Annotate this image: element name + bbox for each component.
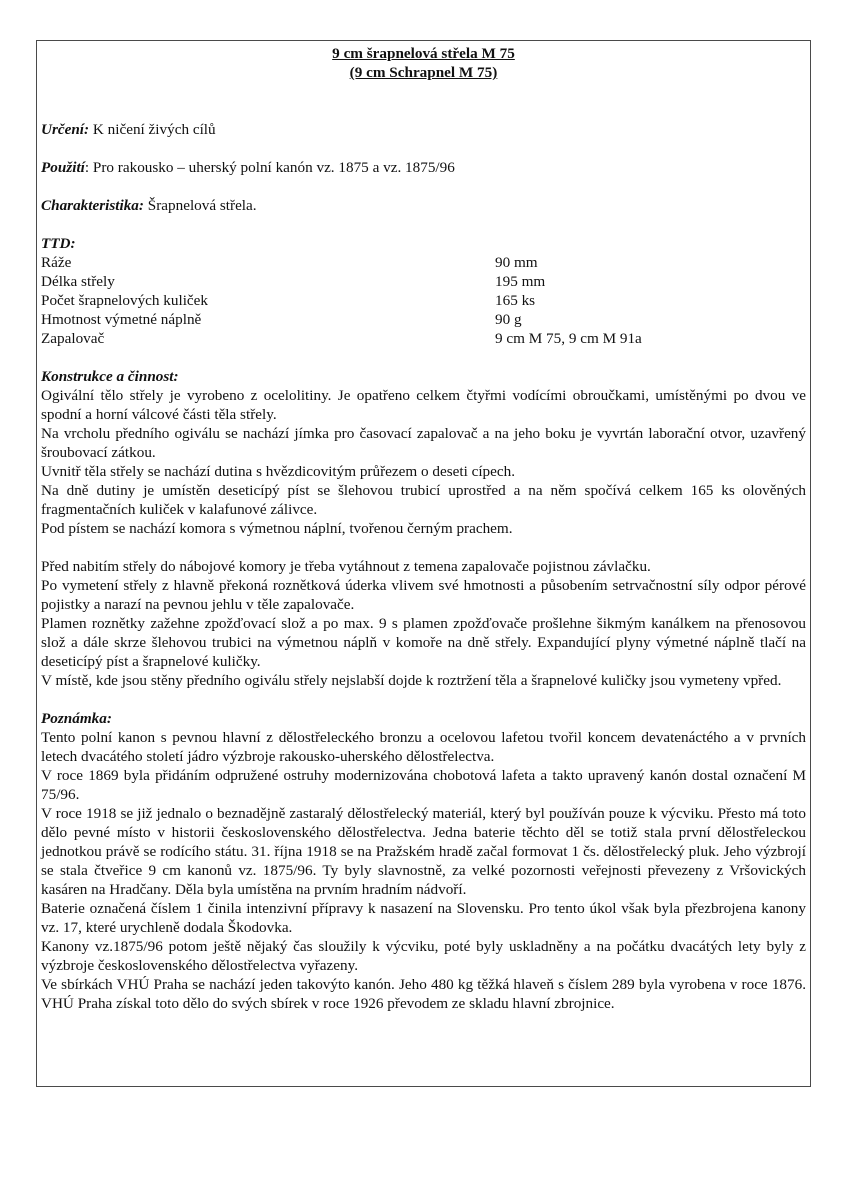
paragraph: Plamen roznětky zažehne zpožďovací slož a po max. 9 s plamen zpožďovače prošlehne šikmým kanálkem na přenosovou slož a dále skrze šlehovou trubici na výmetnou náplň v komoře na dně střely. Expandující plyny výmetné náplně tlačí na deseticípý píst a šrapnelové kuličky. [41, 615, 806, 670]
paragraph: Ogivální tělo střely je vyrobeno z ocelolitiny. Je opatřeno celkem čtyřmi vodícími obroučkami, umístěnými po dvou ve spodní a horní válcové části těla střely. [41, 387, 806, 423]
ttd-key: Délka střely [41, 273, 115, 290]
document-subtitle: (9 cm Schrapnel M 75) [349, 64, 498, 81]
ttd-value: 9 cm M 75, 9 cm M 91a [495, 330, 642, 347]
document-page [36, 40, 811, 1087]
ttd-value: 195 mm [495, 273, 546, 290]
ttd-value: 90 g [495, 311, 522, 328]
document-title: 9 cm šrapnelová střela M 75 [332, 45, 515, 62]
konstrukce-section [41, 367, 806, 690]
section-heading: Poznámka: [41, 710, 112, 727]
paragraph: V roce 1869 byla přidáním odpružené ostruhy modernizována chobotová lafeta a takto upravený kanón dostal označení M 75/96. [41, 767, 806, 803]
field-label: Použití [41, 159, 85, 176]
paragraph: V místě, kde jsou stěny předního ogiválu střely nejslabší dojde k roztržení těla a šrapnelové kuličky jsou vymeteny vpřed. [41, 672, 782, 689]
ttd-row [41, 253, 806, 272]
field-value: : Pro rakousko – uherský polní kanón vz. 1875 a vz. 1875/96 [84, 159, 455, 176]
paragraph: Tento polní kanon s pevnou hlavní z dělostřeleckého bronzu a ocelovou lafetou tvořil koncem devatenáctého a v prvních letech dvacátého století jádro výzbroje rakousko-uherského dělostřelectva. [41, 729, 806, 765]
ttd-value: 165 ks [495, 292, 536, 309]
paragraph: Ve sbírkách VHÚ Praha se nachází jeden takovýto kanón. Jeho 480 kg těžká hlaveň s číslem 289 byla vyrobena v roce 1876. VHÚ Praha získal toto dělo do svých sbírek v roce 1926 převodem ze skladu hlavní zbrojnice. [41, 976, 806, 1012]
ttd-value: 90 mm [495, 254, 538, 271]
ttd-section [41, 234, 806, 348]
field-charakteristika [41, 196, 806, 215]
ttd-row [41, 329, 806, 348]
spacer [41, 538, 806, 557]
paragraph: Po vymetení střely z hlavně překoná roznětková úderka vlivem své hmotnosti a působením setrvačnostní síly odpor pérové pojistky a narazí na pevnou jehlu v těle zapalovače. [41, 577, 806, 613]
section-heading: TTD: [41, 235, 76, 252]
ttd-row [41, 310, 806, 329]
ttd-key: Zapalovač [41, 330, 105, 347]
field-value: K ničení živých cílů [89, 121, 216, 138]
ttd-key: Ráže [41, 254, 72, 271]
paragraph: Před nabitím střely do nábojové komory je třeba vytáhnout z temena zapalovače pojistnou závlačku. [41, 558, 651, 575]
paragraph: V roce 1918 se již jednalo o beznadějně zastaralý dělostřelecký materiál, který byl používán pouze k výcviku. Přesto má toto dělo pevné místo v historii československého dělostřelectva. Jedna baterie těchto děl se totiž stala první dělostřeleckou jednotkou právě se rodícího státu. 31. října 1918 se na Pražském hradě začal formovat 1 čs. dělostřelecký pluk. Jeho výzbrojí se stala čtveřice 9 cm kanonů vz. 1875/96. Ty byly slavnostně, za velké pozornosti veřejnosti převezeny z Vršovických kasáren na Hradčany. Děla byla umístěna na prvním hradním nádvoří. [41, 805, 806, 898]
poznamka-section [41, 709, 806, 1013]
paragraph: Na vrcholu předního ogiválu se nachází jímka pro časovací zapalovač a na jeho boku je vyvrtán laborační otvor, uzavřený šroubovací zátkou. [41, 425, 806, 461]
ttd-key: Hmotnost výmetné náplně [41, 311, 202, 328]
paragraph: Pod pístem se nachází komora s výmetnou náplní, tvořenou černým prachem. [41, 520, 513, 537]
field-label: Charakteristika: [41, 197, 144, 214]
paragraph: Na dně dutiny je umístěn deseticípý píst se šlehovou trubicí uprostřed a na něm spočívá celkem 165 ks olověných fragmentačních kuliček v kalafunové zálivce. [41, 482, 806, 518]
paragraph: Uvnitř těla střely se nachází dutina s hvězdicovitým průřezem o deseti cípech. [41, 463, 516, 480]
section-heading: Konstrukce a činnost: [41, 368, 179, 385]
paragraph: Baterie označená číslem 1 činila intenzivní přípravy k nasazení na Slovensku. Pro tento úkol však byla přezbrojena kanony vz. 17, které urychleně dodala Škodovka. [41, 900, 806, 936]
title-block [41, 44, 806, 82]
paragraph: Kanony vz.1875/96 potom ještě nějaký čas sloužily k výcviku, poté byly uskladněny a na počátku dvacátých lety byly z výzbroje československého dělostřelectva vyřazeny. [41, 938, 806, 974]
ttd-row [41, 272, 806, 291]
ttd-key: Počet šrapnelových kuliček [41, 292, 209, 309]
field-pouziti [41, 158, 806, 177]
field-urceni [41, 120, 806, 139]
spacer [41, 690, 806, 709]
ttd-row [41, 291, 806, 310]
field-label: Určení: [41, 121, 90, 138]
field-value: Šrapnelová střela. [143, 197, 257, 214]
